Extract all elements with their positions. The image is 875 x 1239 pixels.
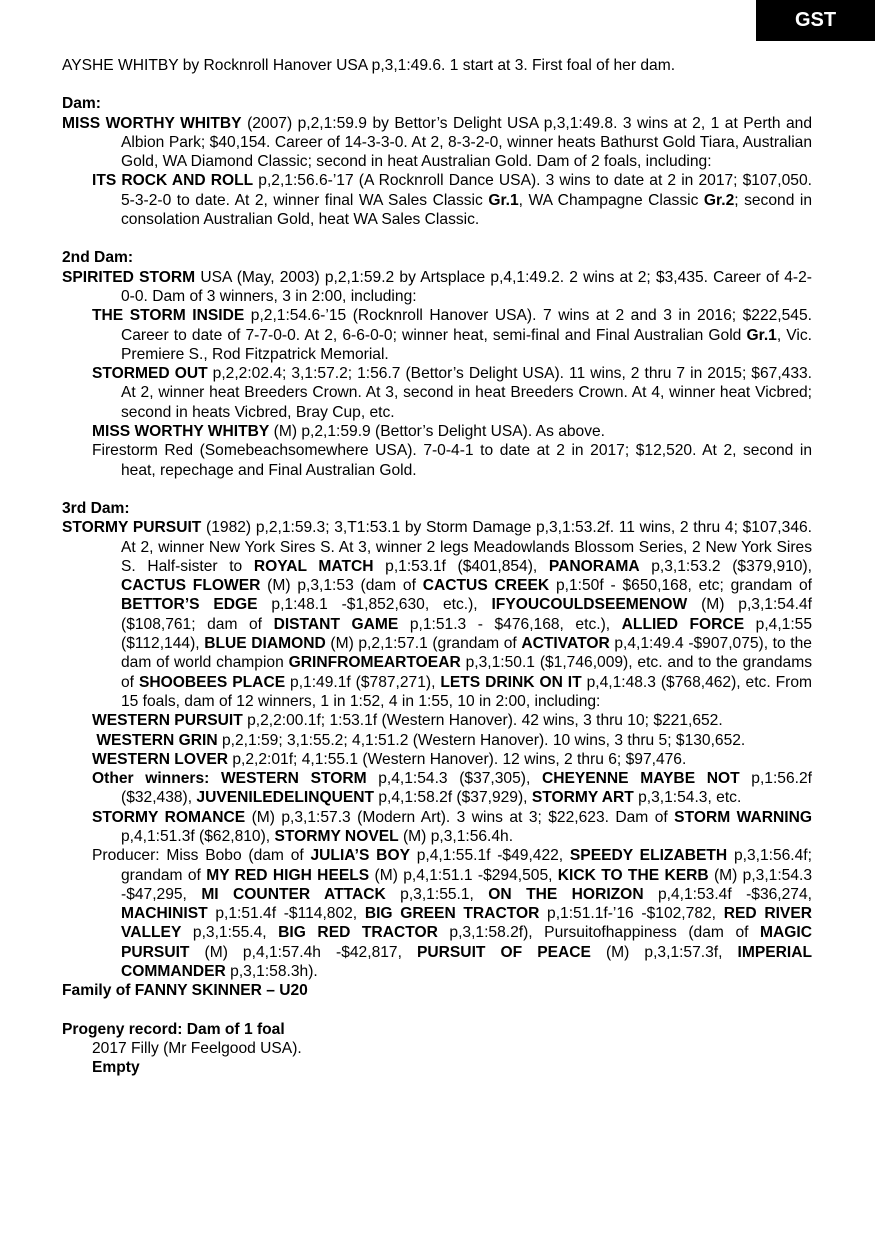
bold-name: ACTIVATOR — [521, 635, 610, 653]
bold-name: LETS DRINK ON IT — [440, 673, 582, 691]
text-run: p,3,1:58.3h). — [225, 963, 318, 981]
bold-name: STORMY PURSUIT — [62, 519, 202, 537]
second-dam-foal-entry: Firestorm Red (Somebeachsomewhere USA). 7-0-4-1 to date at 2 in 2017; $12,520. At 2, second in heat, repechage and Final Australian Gold. — [92, 442, 812, 479]
bold-name: JULIA’S BOY — [310, 847, 410, 865]
other-winners-entry — [62, 769, 812, 808]
text-run: (M) p,3,1:57.3f, — [590, 943, 738, 961]
bold-name: MACHINIST — [121, 905, 208, 923]
second-dam-section — [62, 248, 812, 480]
third-dam-foal-entry: WESTERN LOVER p,2,2:01f; 4,1:55.1 (Western Hanover). 12 wins, 2 thru 6; $97,476. — [92, 750, 687, 768]
text-run: p,1:51.1f-’16 -$102,782, — [539, 905, 724, 923]
text-run: p,3,1:50.1 ($1,746,009), etc. and to the grandams of — [121, 654, 813, 691]
text-run: p,1:53.1f ($401,854), — [373, 557, 549, 575]
bold-name: PURSUIT OF PEACE — [416, 943, 591, 961]
bold-name: ROYAL MATCH — [253, 557, 374, 575]
text-run: p,4,1:55.1f -$49,422, — [409, 847, 570, 865]
text-run: p,3,1:54.3, etc. — [633, 789, 742, 807]
dam-entry: MISS WORTHY WHITBY (2007) p,2,1:59.9 by Bettor’s Delight USA p,3,1:49.8. 3 wins at 2, 1 at Perth and Albion Park; $40,154. Career of 14-3-3-0. At 2, 8-3-2-0, winner heats Bathurst Gold Tiara, Australian Gold, WA Diamond Classic; second in heat Australian Gold. Dam of 2 foals, including: — [62, 114, 813, 171]
family-line: Family of FANNY SKINNER – U20 — [62, 982, 308, 1000]
text-run: p,4,1:51.3f ($62,810), — [121, 827, 275, 845]
gst-tag: GST — [756, 0, 875, 41]
bold-name: ALLIED FORCE — [621, 615, 745, 633]
bold-name: DISTANT GAME — [273, 615, 399, 633]
second-dam-entry: SPIRITED STORM USA (May, 2003) p,2,1:59.2 by Artsplace p,4,1:49.2. 2 wins at 2; $3,435. Career of 4-2-0-0. Dam of 3 winners, 3 in 2:00, including: — [62, 268, 812, 305]
text-run: p,1:51.3 - $476,168, etc.), — [398, 615, 622, 633]
intro-line: AYSHE WHITBY by Rocknroll Hanover USA p,3,1:49.6. 1 start at 3. First foal of her dam. — [62, 57, 676, 74]
text-run: (M) p,3,1:53 (dam of — [260, 577, 423, 595]
bold-name: MI COUNTER ATTACK — [201, 885, 386, 903]
bold-name: IFYOUCOULDSEEMENOW — [491, 596, 688, 614]
text-run: (M) p,4,1:57.4h -$42,817, — [189, 943, 417, 961]
progeny-heading: Progeny record: Dam of 1 foal — [62, 1020, 285, 1038]
bold-name: BIG RED TRACTOR — [278, 924, 438, 942]
bold-name: JUVENILEDELINQUENT — [196, 789, 375, 807]
text-run: p,3,1:55.4, — [181, 924, 279, 942]
text-run: p,3,1:58.2f), Pursuitofhappiness (dam of — [437, 924, 760, 942]
second-dam-foal-entry: MISS WORTHY WHITBY (M) p,2,1:59.9 (Bettor’s Delight USA). As above. — [92, 423, 606, 441]
bold-name: STORM WARNING — [674, 808, 812, 826]
bold-name: STORMY ROMANCE — [92, 808, 246, 826]
second-dam-heading: 2nd Dam: — [62, 249, 134, 267]
bold-name: STORMY NOVEL — [274, 827, 399, 845]
text-run: (M) p,4,1:51.1 -$294,505, — [369, 866, 558, 884]
text-run: (1982) p,2,1:59.3; 3,T1:53.1 by Storm Damage p,3,1:53.2f. 11 wins, 2 thru 4; $107,346. At 2, winner New York Sires S. At 3, winner 2 legs Meadowlands Blossom Series, 2 New York Sires S. Half-sister to — [121, 519, 812, 575]
bold-name: ON THE HORIZON — [488, 885, 644, 903]
dam-heading: Dam: — [62, 95, 101, 113]
bold-name: BLUE DIAMOND — [204, 635, 326, 653]
bold-name: CACTUS FLOWER — [121, 577, 261, 595]
text-run: p,3,1:56.4f; grandam of — [121, 847, 812, 884]
bold-name: BETTOR’S EDGE — [121, 596, 258, 614]
text-run: p,1:48.1 -$1,852,630, etc.), — [257, 596, 492, 614]
progeny-item: 2017 Filly (Mr Feelgood USA). — [92, 1039, 302, 1057]
progeny-status: Empty — [92, 1059, 140, 1077]
bold-name: MY RED HIGH HEELS — [206, 866, 370, 884]
text-run: p,4,1:49.4 -$907,075), to the dam of world champion — [121, 635, 812, 672]
text-run: (M) p,3,1:57.3 (Modern Art). 3 wins at 3; $22,623. Dam of — [245, 808, 675, 826]
text-run: p,1:51.4f -$114,802, — [207, 905, 365, 923]
text-run: p,1:56.2f ($32,438), — [121, 770, 812, 807]
text-run: p,4,1:53.4f -$36,274, — [643, 885, 812, 903]
pedigree-page — [62, 56, 812, 1078]
bold-name: BIG GREEN TRACTOR — [364, 905, 540, 923]
third-dam-section — [62, 499, 812, 1001]
second-dam-foal-entry: STORMED OUT p,2,2:02.4; 3,1:57.2; 1:56.7 (Bettor’s Delight USA). 11 wins, 2 thru 7 in 2015; $67,433. At 2, winner heat Breeders Crown. At 3, second in heat Breeders Crown. At 4, winner heat Vicbred; second in heats Vicbred, Bray Cup, etc. — [92, 365, 813, 421]
bold-name: GRINFROMEARTOEAR — [288, 654, 461, 672]
bold-name: CACTUS CREEK — [422, 577, 550, 595]
text-run: p,1:49.1f ($787,271), — [285, 673, 441, 691]
bold-name: KICK TO THE KERB — [557, 866, 709, 884]
text-run: p,3,1:53.2 ($379,910), — [639, 557, 812, 575]
third-dam-entry — [62, 518, 812, 711]
third-dam-heading: 3rd Dam: — [62, 499, 130, 517]
foal-name: ITS ROCK AND ROLL — [92, 172, 254, 190]
text-run: p,4,1:58.2f ($37,929), — [374, 789, 532, 807]
text-run: Producer: Miss Bobo (dam of — [92, 847, 311, 865]
text-run: (M) p,2,1:57.1 (grandam of — [325, 635, 522, 653]
bold-name: RED RIVER VALLEY — [121, 905, 812, 942]
text-run: p,1:50f - $650,168, etc; grandam of — [549, 577, 813, 595]
text-run: p,4,1:55 ($112,144), — [121, 615, 813, 653]
producer-entry — [62, 846, 812, 981]
dam-foal-entry: ITS ROCK AND ROLL p,2,1:56.6-’17 (A Rocknroll Dance USA). 3 wins to date at 2 in 2017; $107,050. 5-3-2-0 to date. At 2, winner final WA Sales Classic Gr.1, WA Champagne Classic Gr.2; second in consolation Australian Gold, heat WA Sales Classic. — [92, 172, 813, 229]
text-run: p,4,1:48.3 ($768,462), etc. From 15 foals, dam of 12 winners, 1 in 1:52, 4 in 1:55, 10 in 2:00, including: — [121, 673, 812, 710]
text-run: p,3,1:55.1, — [385, 885, 489, 903]
bold-name: STORMY ART — [531, 789, 634, 807]
third-dam-foal-entry: WESTERN PURSUIT p,2,2:00.1f; 1:53.1f (Western Hanover). 42 wins, 3 thru 10; $221,652. — [92, 712, 723, 730]
bold-name: SHOOBEES PLACE — [138, 673, 286, 691]
text-run: (M) p,3,1:54.3 -$47,295, — [121, 866, 813, 903]
bold-name: IMPERIAL COMMANDER — [121, 943, 813, 981]
bold-name: Other winners: WESTERN STORM — [92, 770, 367, 788]
dam-name: MISS WORTHY WHITBY — [62, 114, 242, 132]
bold-name: PANORAMA — [548, 557, 640, 575]
text-run: p,4,1:54.3 ($37,305), — [366, 770, 542, 788]
second-dam-name: SPIRITED STORM — [62, 268, 196, 286]
progeny-section — [62, 1020, 812, 1078]
bold-name: CHEYENNE MAYBE NOT — [541, 770, 740, 788]
text-run: (M) p,3,1:56.4h. — [398, 827, 514, 845]
third-dam-foal-entry: WESTERN GRIN p,2,1:59; 3,1:55.2; 4,1:51.2 (Western Hanover). 10 wins, 3 thru 5; $130,652. — [96, 731, 746, 749]
bold-name: SPEEDY ELIZABETH — [569, 847, 728, 865]
third-dam-foal-entry — [62, 808, 812, 847]
dam-section — [62, 94, 812, 229]
second-dam-foal-entry: THE STORM INSIDE p,2,1:54.6-’15 (Rocknroll Hanover USA). 7 wins at 2 and 3 in 2016; $222,545. Career to date of 7-7-0-0. At 2, 6-6-0-0; winner heat, semi-final and Final Australian Gold Gr.1, Vic. Premiere S., Rod Fitzpatrick Memorial. — [92, 307, 812, 363]
bold-name: MAGIC PURSUIT — [121, 924, 812, 961]
text-run: (M) p,3,1:54.4f ($108,761; dam of — [121, 596, 812, 633]
